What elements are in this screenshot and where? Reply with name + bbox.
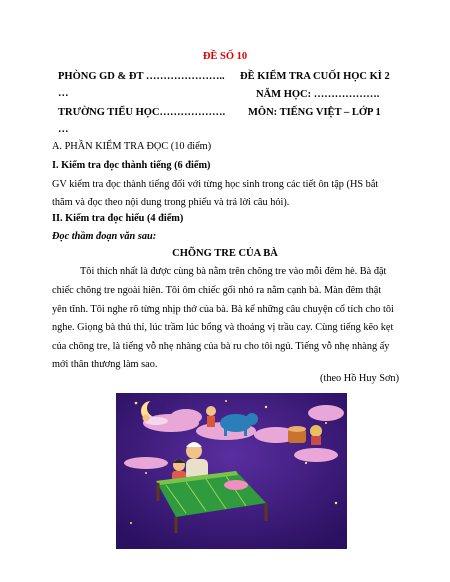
- section-a-heading: A. PHẦN KIỂM TRA ĐỌC (10 điểm): [52, 141, 212, 152]
- header-exam-name: ĐỀ KIỂM TRA CUỐI HỌC KÌ 2: [240, 71, 390, 82]
- header-school-year: NĂM HỌC: ……………….: [256, 89, 380, 100]
- story-source: (theo Hồ Huy Sơn): [320, 373, 399, 384]
- story-line-2: chiếc chõng tre ngoài hiên. Tôi ôm chiếc gối nhỏ ra nằm cạnh bà. Màn đêm thật: [52, 285, 382, 296]
- story-line-3: yên tĩnh. Tôi nghe rõ từng nhịp thở của bà. Bà kể những câu chuyện cổ tích cho tôi: [52, 304, 394, 315]
- pillow: [224, 480, 248, 490]
- story-line-1: Tôi thích nhất là được cùng bà nằm trên chõng tre vào mỗi đêm hè. Bà đặt: [80, 266, 387, 277]
- header-school: TRƯỜNG TIỂU HỌC……………….: [58, 107, 226, 118]
- exam-title: ĐỀ SỐ 10: [202, 51, 248, 62]
- drum-figure: [288, 425, 322, 445]
- section-1-heading: I. Kiểm tra đọc thành tiếng (6 điểm): [52, 160, 211, 171]
- header-subject: MÔN: TIẾNG VIỆT – LỚP 1: [248, 107, 381, 118]
- story-line-4: nghe. Giọng bà thủ thỉ, lúc trầm lúc bổng và thoảng vị trầu cay. Cùng tiếng kẽo kẹt: [52, 322, 394, 333]
- reading-instruction: Đọc thầm đoạn văn sau:: [52, 231, 157, 242]
- header-department-cont: …: [58, 88, 69, 99]
- story-illustration: [116, 393, 347, 549]
- boy-figure: [206, 406, 216, 427]
- section-1-body-line2: thăm và đọc theo nội dung trong phiếu và trả lời câu hỏi).: [52, 197, 290, 208]
- story-line-6: mới thân thương làm sao.: [52, 359, 158, 370]
- story-line-5: của chõng tre, là tiếng vỗ nhẹ nhàng của bà ru cho tôi ngủ. Tiếng vỗ nhẹ nhàng ấy: [52, 341, 390, 352]
- header-school-cont: …: [58, 124, 69, 135]
- section-2-heading: II. Kiểm tra đọc hiểu (4 điểm): [52, 213, 184, 224]
- header-department: PHÒNG GD & ĐT …………………..: [58, 71, 225, 82]
- section-1-body-line1: GV kiểm tra đọc thành tiếng đối với từng học sinh trong các tiết ôn tập (HS bắt: [52, 179, 379, 190]
- story-title: CHÕNG TRE CỦA BÀ: [172, 248, 278, 259]
